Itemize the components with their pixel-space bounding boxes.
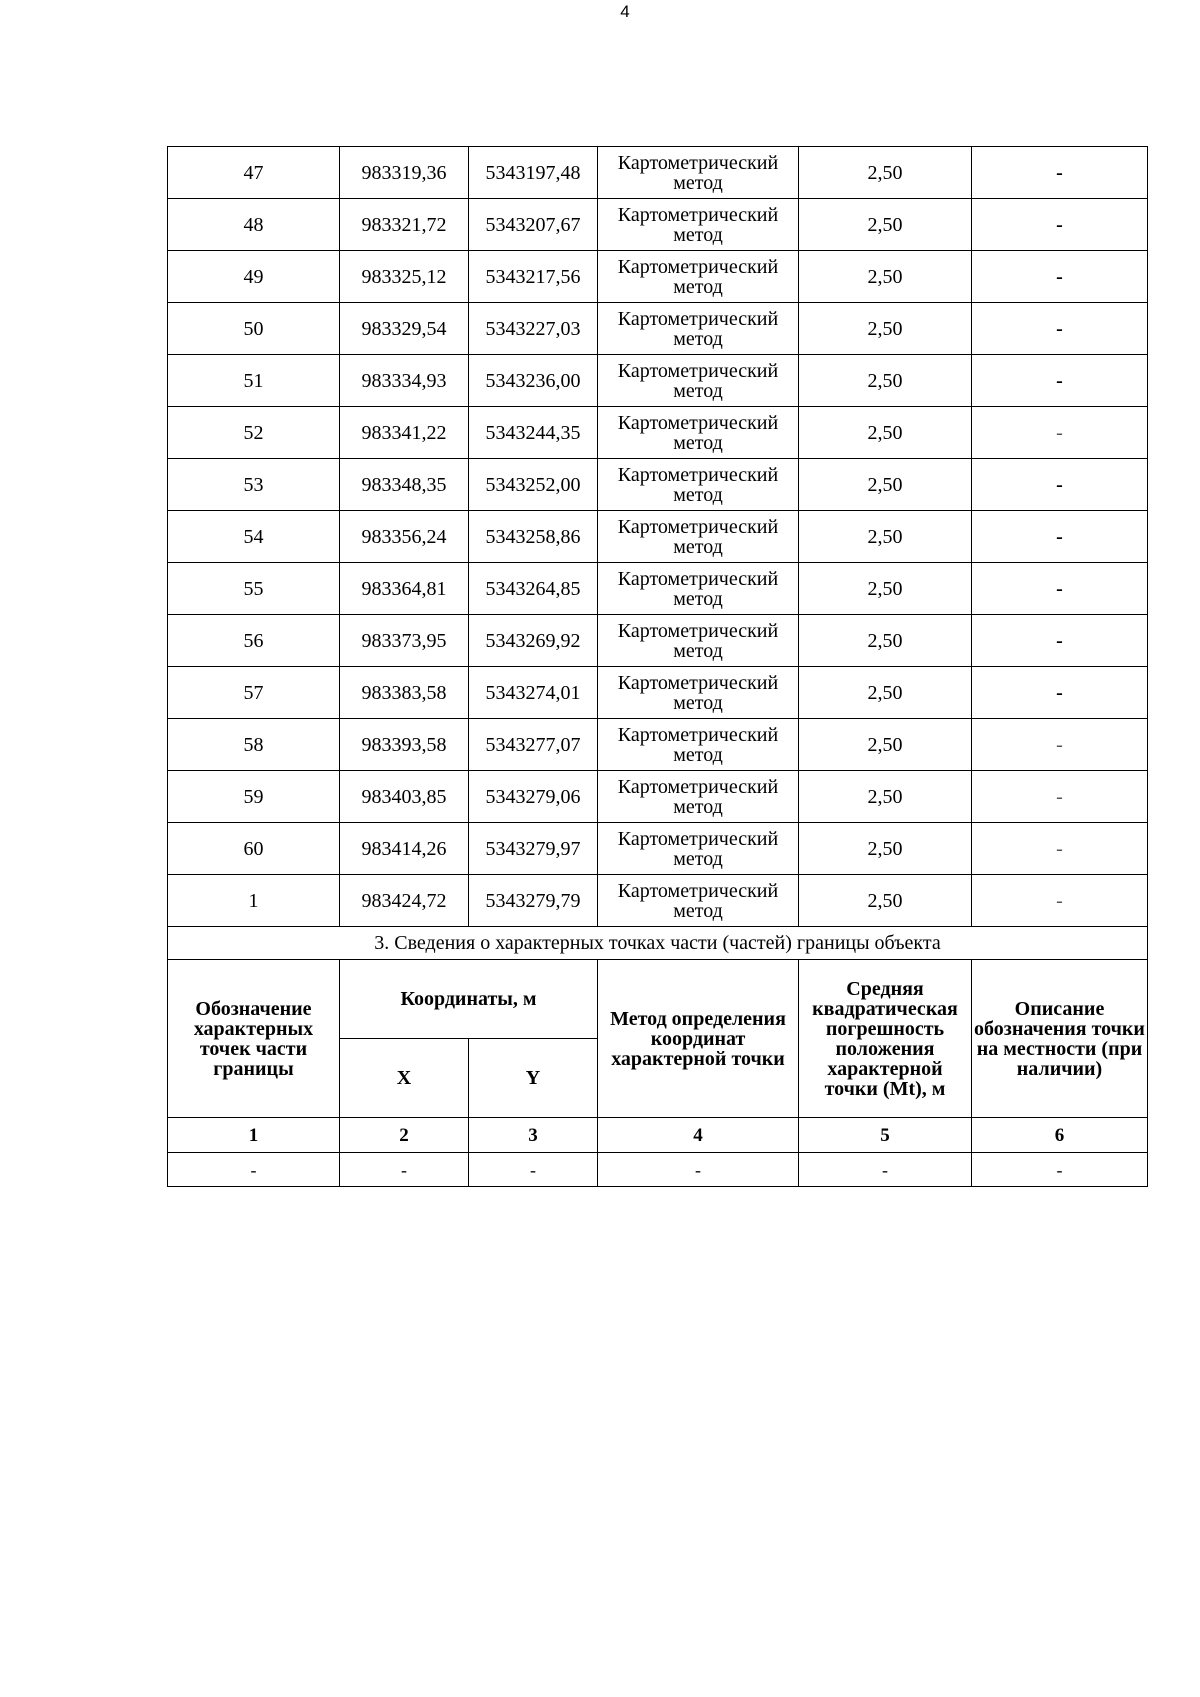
method-cell: Картометрический метод xyxy=(598,719,799,771)
description-cell: - xyxy=(972,251,1148,303)
section-3-block xyxy=(168,927,1148,1187)
y-coordinate-cell: 5343264,85 xyxy=(469,563,598,615)
point-number-cell: 58 xyxy=(168,719,340,771)
column-numbers-row xyxy=(168,1118,1148,1153)
y-coordinate-cell: 5343279,79 xyxy=(469,875,598,927)
method-cell: Картометрический метод xyxy=(598,875,799,927)
table-row xyxy=(168,563,1148,615)
x-coordinate-cell: 983348,35 xyxy=(340,459,469,511)
table-row xyxy=(168,199,1148,251)
x-coordinate-cell: 983341,22 xyxy=(340,407,469,459)
x-coordinate-cell: 983383,58 xyxy=(340,667,469,719)
x-coordinate-cell: 983319,36 xyxy=(340,147,469,199)
method-cell: Картометрический метод xyxy=(598,199,799,251)
method-cell: Картометрический метод xyxy=(598,355,799,407)
description-cell: - xyxy=(972,459,1148,511)
table-row xyxy=(168,823,1148,875)
point-number-cell: 53 xyxy=(168,459,340,511)
error-cell: 2,50 xyxy=(799,251,972,303)
description-cell: - xyxy=(972,563,1148,615)
point-number-cell: 51 xyxy=(168,355,340,407)
error-cell: 2,50 xyxy=(799,771,972,823)
table-row xyxy=(168,355,1148,407)
error-cell: 2,50 xyxy=(799,511,972,563)
description-cell: - xyxy=(972,823,1148,875)
y-coordinate-cell: 5343244,35 xyxy=(469,407,598,459)
empty-cell: - xyxy=(799,1153,972,1187)
point-number-cell: 54 xyxy=(168,511,340,563)
y-coordinate-cell: 5343279,97 xyxy=(469,823,598,875)
description-cell: - xyxy=(972,511,1148,563)
empty-cell: - xyxy=(340,1153,469,1187)
section-3-title: 3. Сведения о характерных точках части (частей) границы объекта xyxy=(168,927,1148,960)
point-number-cell: 60 xyxy=(168,823,340,875)
error-cell: 2,50 xyxy=(799,199,972,251)
y-coordinate-cell: 5343252,00 xyxy=(469,459,598,511)
y-coordinate-cell: 5343269,92 xyxy=(469,615,598,667)
y-coordinate-cell: 5343236,00 xyxy=(469,355,598,407)
coordinates-table xyxy=(167,146,1148,1187)
description-cell: - xyxy=(972,719,1148,771)
coordinates-table-body xyxy=(168,147,1148,927)
header-designation: Обозначение характерных точек части границы xyxy=(168,960,340,1118)
point-number-cell: 50 xyxy=(168,303,340,355)
table-row xyxy=(168,407,1148,459)
y-coordinate-cell: 5343207,67 xyxy=(469,199,598,251)
y-coordinate-cell: 5343274,01 xyxy=(469,667,598,719)
column-number: 2 xyxy=(340,1118,469,1153)
error-cell: 2,50 xyxy=(799,563,972,615)
error-cell: 2,50 xyxy=(799,823,972,875)
method-cell: Картометрический метод xyxy=(598,147,799,199)
x-coordinate-cell: 983364,81 xyxy=(340,563,469,615)
table-row xyxy=(168,459,1148,511)
x-coordinate-cell: 983325,12 xyxy=(340,251,469,303)
point-number-cell: 48 xyxy=(168,199,340,251)
error-cell: 2,50 xyxy=(799,615,972,667)
header-error: Средняя квадратическая погрешность положения характерной точки (Mt), м xyxy=(799,960,972,1118)
header-method: Метод определения координат характерной точки xyxy=(598,960,799,1118)
method-cell: Картометрический метод xyxy=(598,563,799,615)
y-coordinate-cell: 5343258,86 xyxy=(469,511,598,563)
point-number-cell: 49 xyxy=(168,251,340,303)
method-cell: Картометрический метод xyxy=(598,615,799,667)
empty-cell: - xyxy=(598,1153,799,1187)
description-cell: - xyxy=(972,407,1148,459)
column-number: 5 xyxy=(799,1118,972,1153)
table-row xyxy=(168,511,1148,563)
error-cell: 2,50 xyxy=(799,459,972,511)
method-cell: Картометрический метод xyxy=(598,407,799,459)
header-y: Y xyxy=(469,1039,598,1118)
description-cell: - xyxy=(972,771,1148,823)
error-cell: 2,50 xyxy=(799,147,972,199)
x-coordinate-cell: 983373,95 xyxy=(340,615,469,667)
table-row xyxy=(168,771,1148,823)
y-coordinate-cell: 5343217,56 xyxy=(469,251,598,303)
table-row xyxy=(168,615,1148,667)
table-row xyxy=(168,875,1148,927)
column-number: 6 xyxy=(972,1118,1148,1153)
description-cell: - xyxy=(972,615,1148,667)
error-cell: 2,50 xyxy=(799,355,972,407)
y-coordinate-cell: 5343277,07 xyxy=(469,719,598,771)
description-cell: - xyxy=(972,303,1148,355)
table-row xyxy=(168,251,1148,303)
method-cell: Картометрический метод xyxy=(598,459,799,511)
description-cell: - xyxy=(972,875,1148,927)
x-coordinate-cell: 983356,24 xyxy=(340,511,469,563)
method-cell: Картометрический метод xyxy=(598,303,799,355)
column-number: 3 xyxy=(469,1118,598,1153)
description-cell: - xyxy=(972,355,1148,407)
method-cell: Картометрический метод xyxy=(598,771,799,823)
error-cell: 2,50 xyxy=(799,667,972,719)
x-coordinate-cell: 983403,85 xyxy=(340,771,469,823)
error-cell: 2,50 xyxy=(799,303,972,355)
x-coordinate-cell: 983424,72 xyxy=(340,875,469,927)
description-cell: - xyxy=(972,147,1148,199)
empty-cell: - xyxy=(168,1153,340,1187)
error-cell: 2,50 xyxy=(799,875,972,927)
error-cell: 2,50 xyxy=(799,719,972,771)
x-coordinate-cell: 983329,54 xyxy=(340,303,469,355)
x-coordinate-cell: 983334,93 xyxy=(340,355,469,407)
method-cell: Картометрический метод xyxy=(598,823,799,875)
description-cell: - xyxy=(972,199,1148,251)
table-row xyxy=(168,667,1148,719)
description-cell: - xyxy=(972,667,1148,719)
y-coordinate-cell: 5343279,06 xyxy=(469,771,598,823)
empty-cell: - xyxy=(972,1153,1148,1187)
column-number: 1 xyxy=(168,1118,340,1153)
error-cell: 2,50 xyxy=(799,407,972,459)
point-number-cell: 55 xyxy=(168,563,340,615)
x-coordinate-cell: 983393,58 xyxy=(340,719,469,771)
method-cell: Картометрический метод xyxy=(598,511,799,563)
y-coordinate-cell: 5343197,48 xyxy=(469,147,598,199)
page-number: 4 xyxy=(620,2,630,21)
header-description: Описание обозначения точки на местности (при наличии) xyxy=(972,960,1148,1118)
table-row xyxy=(168,147,1148,199)
table-row xyxy=(168,719,1148,771)
empty-cell: - xyxy=(469,1153,598,1187)
column-number: 4 xyxy=(598,1118,799,1153)
x-coordinate-cell: 983321,72 xyxy=(340,199,469,251)
y-coordinate-cell: 5343227,03 xyxy=(469,303,598,355)
point-number-cell: 1 xyxy=(168,875,340,927)
point-number-cell: 52 xyxy=(168,407,340,459)
point-number-cell: 56 xyxy=(168,615,340,667)
method-cell: Картометрический метод xyxy=(598,667,799,719)
x-coordinate-cell: 983414,26 xyxy=(340,823,469,875)
header-x: X xyxy=(340,1039,469,1118)
point-number-cell: 59 xyxy=(168,771,340,823)
method-cell: Картометрический метод xyxy=(598,251,799,303)
point-number-cell: 47 xyxy=(168,147,340,199)
table-row xyxy=(168,303,1148,355)
header-coordinates: Координаты, м xyxy=(340,960,598,1039)
empty-row xyxy=(168,1153,1148,1187)
point-number-cell: 57 xyxy=(168,667,340,719)
